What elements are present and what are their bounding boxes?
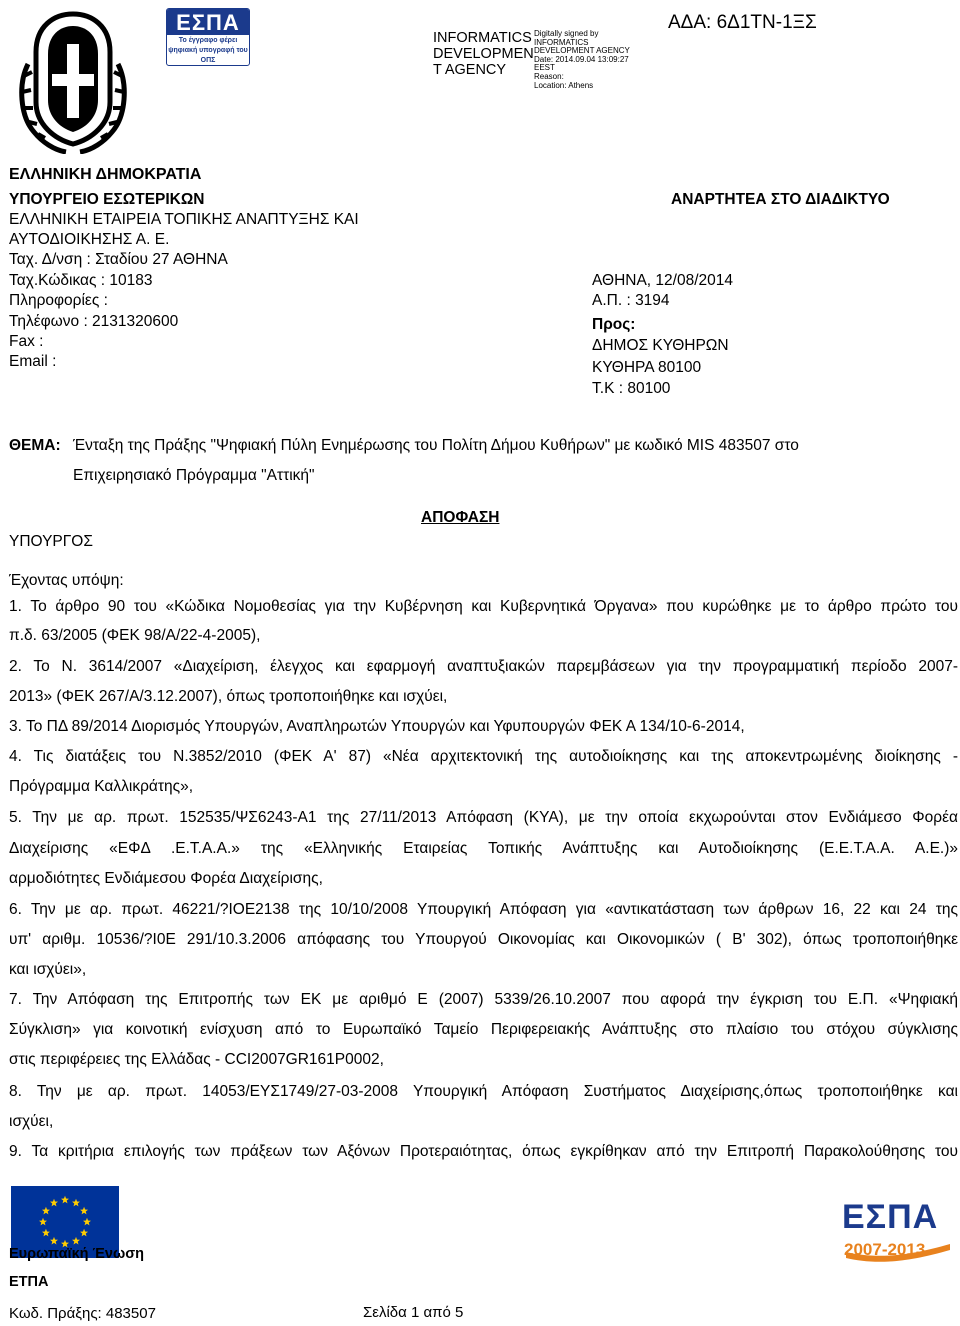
body-line: 9. Τα κριτήρια επιλογής των πράξεων των Αξόνων Προτεραιότητας, όπως εγκρίθηκαν από την Επιτροπή Παρακολούθησης του	[9, 1143, 958, 1160]
espa-logo-title: ΕΣΠΑ	[842, 1198, 939, 1236]
signature-name-line: T AGENCY	[433, 62, 507, 78]
body-line: Σύγκλιση» για κοινοτική ενίσχυση από το Ευρωπαϊκό Ταμείο Περιφερειακής Ανάπτυξης στο πλαίσιο του στόχου σύγκλισης	[9, 1021, 958, 1038]
signature-meta-line: Location: Athens	[534, 80, 594, 90]
espa-logo-years: 2007-2013	[844, 1240, 926, 1259]
body-line: 5. Την με αρ. πρωτ. 152535/ΨΣ6243-Α1 της 27/11/2013 Απόφαση (ΚΥΑ), με την οποία εκχωρούνται στον Ενδιάμεσο Φορέα	[9, 809, 958, 826]
body-line: Πρόγραμμα Καλλικράτης»,	[9, 778, 194, 795]
subject-text: Ένταξη της Πράξης "Ψηφιακή Πύλη Ενημέρωσης του Πολίτη Δήμου Κυθήρων" με κωδικό MIS 483507 στο	[73, 437, 799, 454]
recipient-postcode: Τ.Κ : 80100	[592, 380, 671, 397]
org-name-line: ΕΛΛΗΝΙΚΗ ΕΤΑΙΡΕΙΑ ΤΟΠΙΚΗΣ ΑΝΑΠΤΥΞΗΣ ΚΑΙ	[9, 211, 359, 228]
eu-label: Ευρωπαϊκή Ένωση	[9, 1246, 144, 1262]
body-line: στις περιφέρειες της Ελλάδας - CCI2007GR161P0002,	[9, 1051, 384, 1068]
body-line: 4. Τις διατάξεις του Ν.3852/2010 (ΦΕΚ Α' 87) «Νέα αρχιτεκτονική της αυτοδιοίκησης και της αποκεντρωμένης διοίκησης -	[9, 748, 958, 765]
ada-code: ΑΔΑ: 6Δ1ΤΝ-1ΞΣ	[668, 12, 817, 33]
sender-phone: Τηλέφωνο : 2131320600	[9, 313, 179, 330]
recipient-name: ΔΗΜΟΣ ΚΥΘΗΡΩΝ	[592, 337, 729, 354]
signature-details	[534, 30, 630, 90]
page-number: Σελίδα 1 από 5	[363, 1304, 464, 1321]
espa-logo	[842, 1192, 954, 1278]
body-line: αρμοδιότητες Ενδιάμεσου Φορέα Διαχείρισης,	[9, 870, 323, 887]
sender-email: Email :	[9, 353, 57, 370]
body-line: 2. Το Ν. 3614/2007 «Διαχείριση, έλεγχος και εφαρμογή αναπτυξιακών παρεμβάσεων για την προγραμματική περίοδο 2007-	[9, 658, 958, 675]
country-heading: ΕΛΛΗΝΙΚΗ ΔΗΜΟΚΡΑΤΙΑ	[9, 166, 202, 183]
body-line: π.δ. 63/2005 (ΦΕΚ 98/Α/22-4-2005),	[9, 627, 261, 644]
considering-label: Έχοντας υπόψη:	[9, 572, 124, 589]
signature-meta-line: Reason:	[534, 71, 564, 81]
signature-meta-line: INFORMATICS	[534, 37, 589, 47]
signature-name-line: DEVELOPMEN	[433, 46, 534, 62]
body-line: και ισχύει»,	[9, 961, 87, 978]
sender-postcode: Ταχ.Κώδικας : 10183	[9, 272, 153, 289]
stamp-line: ψηφιακή υπογραφή του	[168, 47, 248, 54]
body-line: 3. Το ΠΔ 89/2014 Διορισμός Υπουργών, Αναπληρωτών Υπουργών και Υφυπουργών ΦΕΚ Α 134/10-6-2014,	[9, 718, 745, 735]
coat-of-arms-logo	[14, 4, 132, 159]
posting-notice: ΑΝΑΡΤΗΤΕΑ ΣΤΟ ΔΙΑΔΙΚΤΥΟ	[671, 191, 890, 208]
body-line: ισχύει,	[9, 1113, 54, 1130]
decision-title: ΑΠΟΦΑΣΗ	[421, 509, 500, 526]
sender-address: Ταχ. Δ/νση : Σταδίου 27 ΑΘΗΝΑ	[9, 251, 228, 268]
signature-meta-line: Date: 2014.09.04 13:09:27	[534, 54, 629, 64]
body-line: Διαχείρισης «ΕΦΔ .Ε.Τ.Α.Α.» της «Ελληνικής Εταιρείας Τοπικής Ανάπτυξης και Αυτοδιοίκησης (Ε.Ε.Τ.Α.Α. Α.Ε.)»	[9, 840, 958, 857]
body-line: 7. Την Απόφαση της Επιτροπής των ΕΚ με αριθμό Ε (2007) 5339/26.10.2007 που αφορά την έγκριση του Ε.Π. «Ψηφιακή	[9, 991, 958, 1008]
body-line: υπ' αριθμ. 10536/?Ι0Ε 291/10.3.2006 απόφασης του Υπουργού Οικονομίας και Οικονομικών ( Β' 302), όπως τροποποιήθηκε	[9, 931, 958, 948]
body-line: 1. Το άρθρο 90 του «Κώδικα Νομοθεσίας για την Κυβέρνηση και Κυβερνητικά Όργανα» που κυρώθηκε με το άρθρο πρώτο του	[9, 598, 958, 615]
signature-meta-line: DEVELOPMENT AGENCY	[534, 46, 630, 56]
protocol-number: Α.Π. : 3194	[592, 292, 670, 309]
signature-meta-line: EEST	[534, 63, 555, 73]
project-code: Κωδ. Πράξης: 483507	[9, 1305, 156, 1322]
signature-name	[433, 30, 534, 78]
body-line: 8. Την με αρ. πρωτ. 14053/ΕΥΣ1749/27-03-2008 Υπουργική Απόφαση Συστήματος Διαχείρισης,όπως τροποποιήθηκε και	[9, 1083, 958, 1100]
stamp-line: Το έγγραφο φέρει	[178, 37, 238, 44]
signature-name-line: INFORMATICS	[433, 30, 532, 46]
org-name-line: ΑΥΤΟΔΙΟΙΚΗΣΗΣ Α. Ε.	[9, 231, 170, 248]
sender-info: Πληροφορίες :	[9, 292, 108, 309]
subject-label: ΘΕΜΑ:	[9, 437, 61, 454]
recipient-label: Προς:	[592, 316, 636, 333]
minister-label: ΥΠΟΥΡΓΟΣ	[9, 533, 93, 550]
subject-text: Επιχειρησιακό Πρόγραμμα "Αττική"	[73, 467, 315, 484]
stamp-title: ΕΣΠΑ	[167, 9, 249, 35]
document-date: ΑΘΗΝΑ, 12/08/2014	[592, 272, 733, 289]
signature-meta-line: Digitally signed by	[534, 29, 599, 38]
ministry-heading: ΥΠΟΥΡΓΕΙΟ ΕΣΩΤΕΡΙΚΩΝ	[9, 191, 205, 208]
fund-label: ΕΤΠΑ	[9, 1274, 49, 1290]
stamp-line: ΟΠΣ	[200, 57, 216, 64]
body-line: 6. Την με αρ. πρωτ. 46221/?ΙΟΕ2138 της 10/10/2008 Υπουργική Απόφαση για «αντικατάσταση των άρθρων 16, 22 και 24 της	[9, 901, 958, 918]
body-line: 2013» (ΦΕΚ 267/Α/3.12.2007), όπως τροποποιήθηκε και ισχύει,	[9, 688, 448, 705]
espa-stamp-logo	[166, 8, 250, 66]
sender-fax: Fax :	[9, 333, 44, 350]
recipient-city: ΚΥΘΗΡΑ 80100	[592, 359, 702, 376]
